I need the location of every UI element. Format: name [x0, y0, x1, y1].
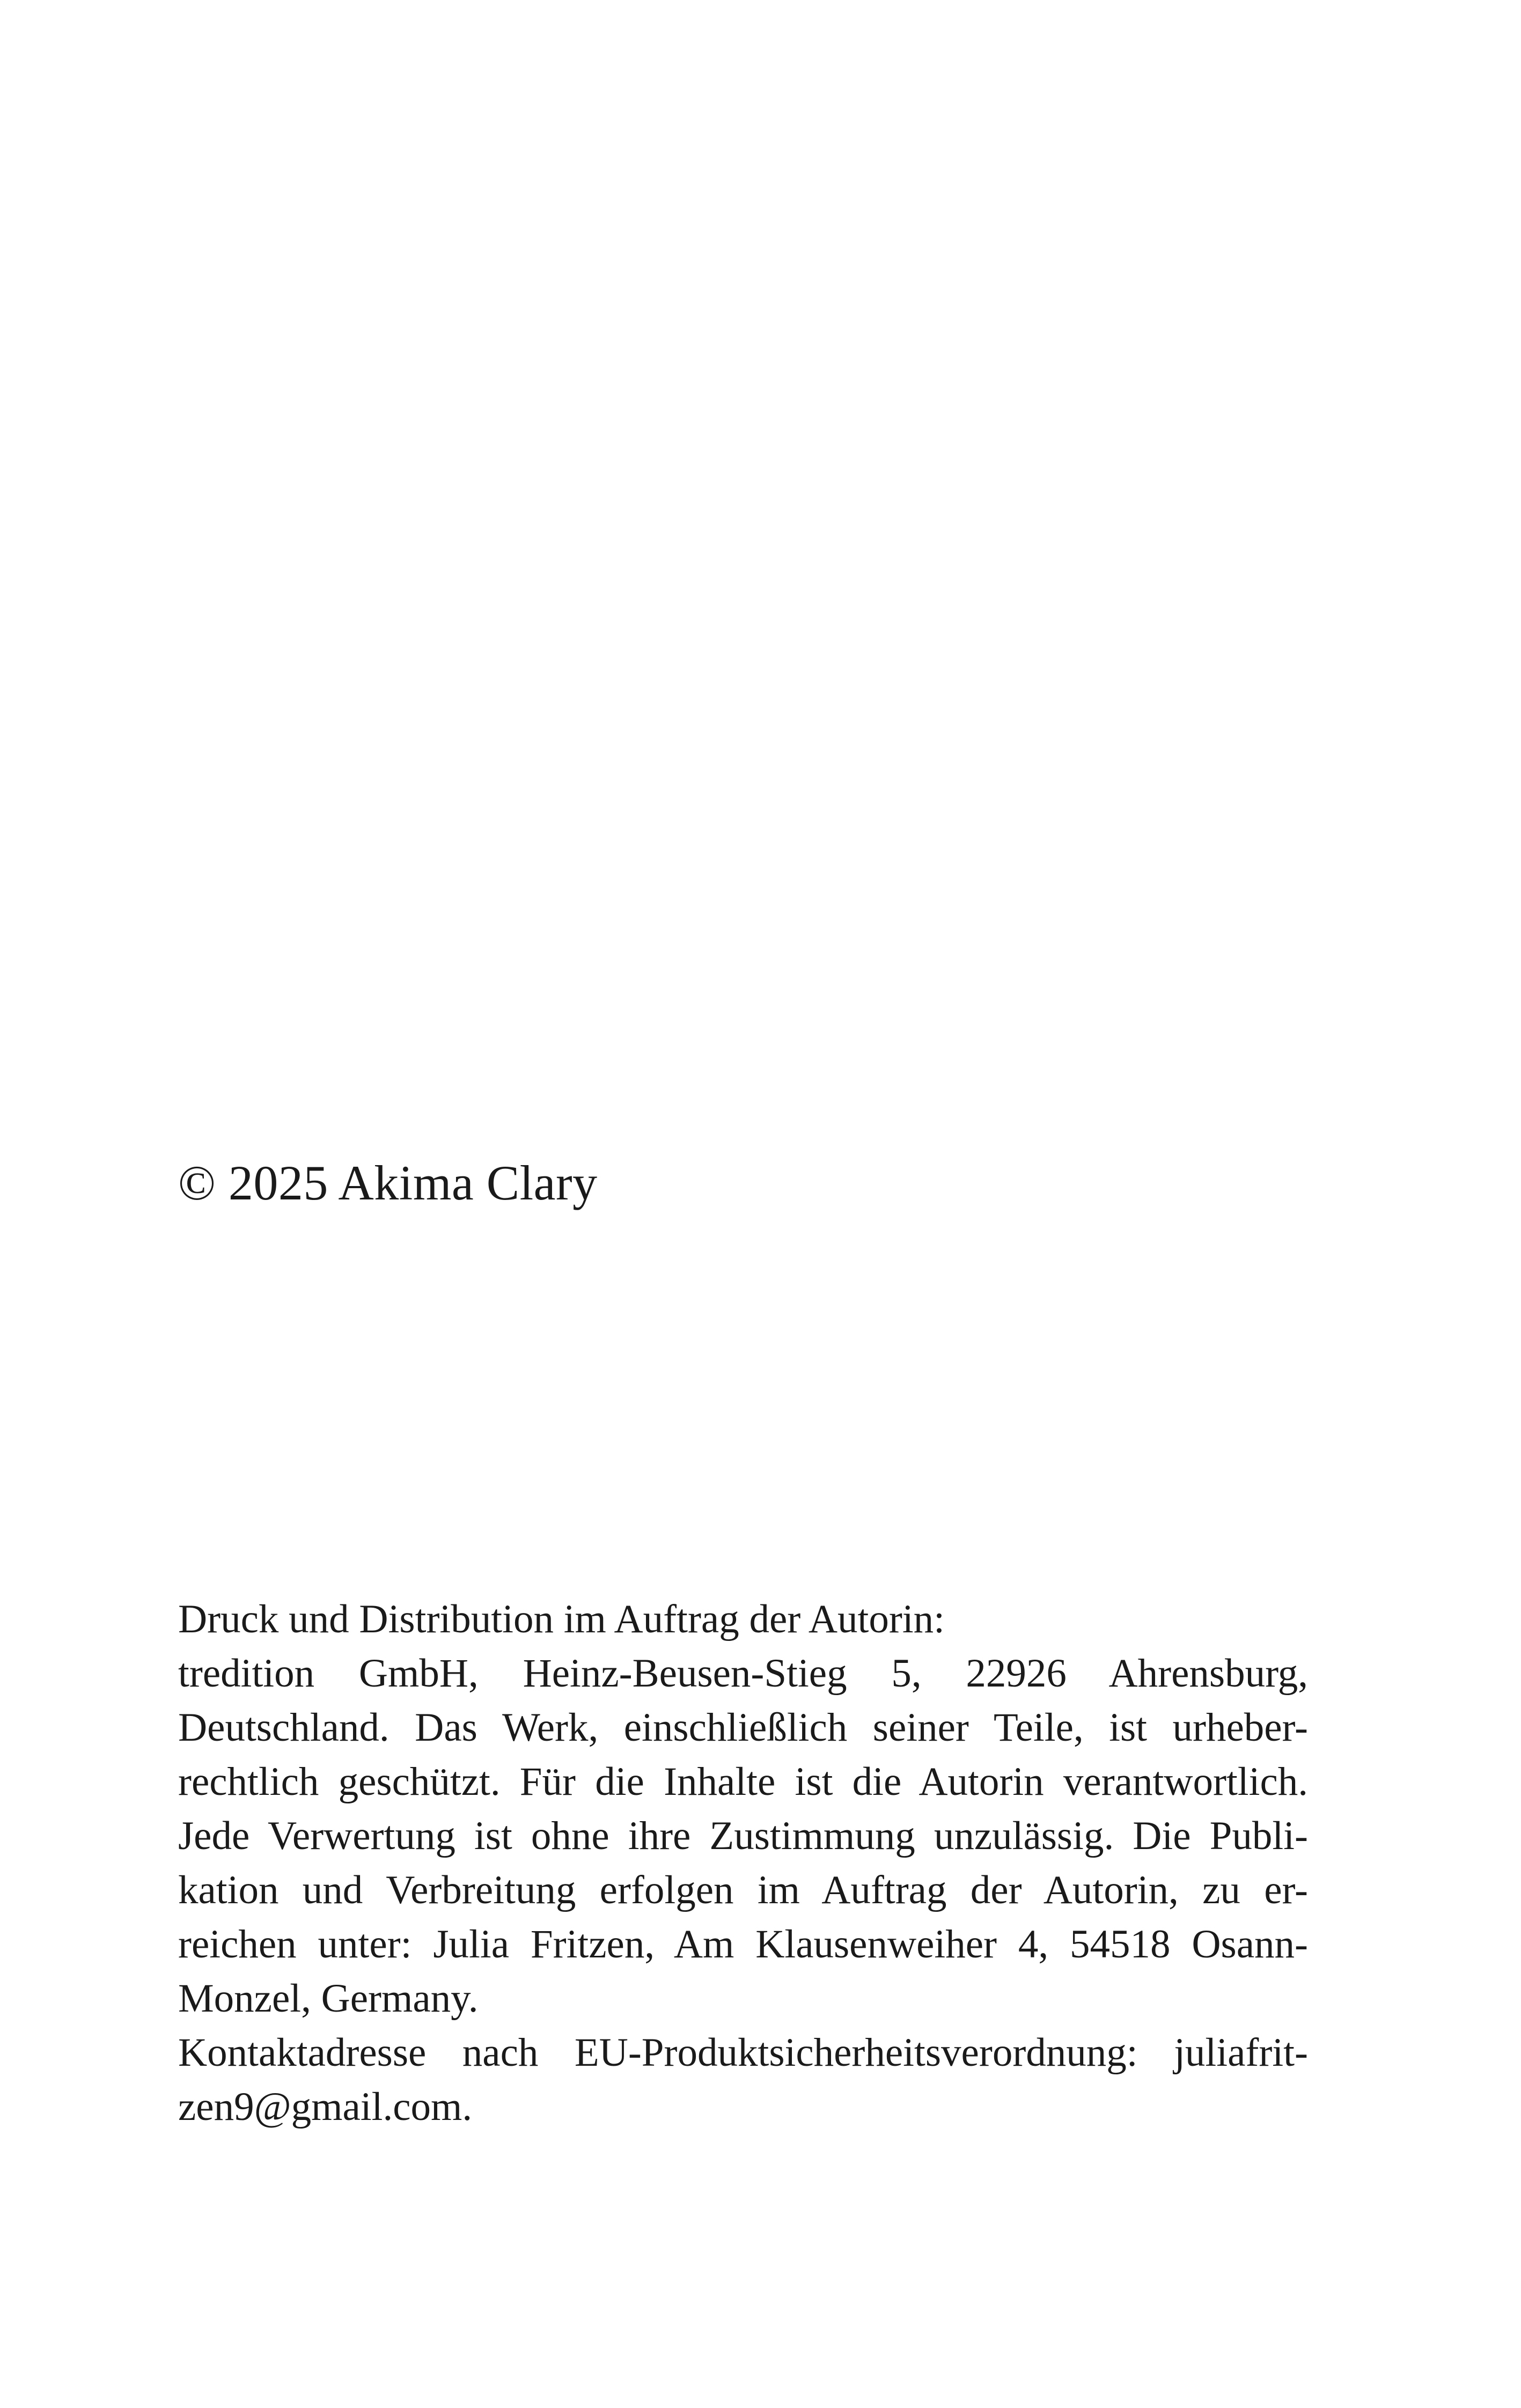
imprint-line: rechtlich geschützt. Für die Inhalte ist die Autorin verantwortlich.: [178, 1759, 1308, 1804]
imprint-block: [178, 1592, 1308, 2134]
imprint-line: Monzel, Germany.: [178, 1976, 479, 2021]
copyright-notice: © 2025 Akima Clary: [178, 1155, 598, 1210]
imprint-line: Jede Verwertung ist ohne ihre Zustimmung unzulässig. Die Publi-: [178, 1814, 1308, 1858]
imprint-line: reichen unter: Julia Fritzen, Am Klausenweiher 4, 54518 Osann-: [178, 1922, 1308, 1967]
imprint-line: Druck und Distribution im Auftrag der Autorin:: [178, 1597, 945, 1641]
imprint-line: zen9@gmail.com.: [178, 2085, 473, 2129]
imprint-line: Deutschland. Das Werk, einschließlich seiner Teile, ist urheber-: [178, 1705, 1308, 1750]
imprint-line: Kontaktadresse nach EU-Produktsicherheitsverordnung: juliafrit-: [178, 2030, 1308, 2075]
imprint-line: tredition GmbH, Heinz-Beusen-Stieg 5, 22926 Ahrensburg,: [178, 1651, 1308, 1696]
imprint-line: kation und Verbreitung erfolgen im Auftrag der Autorin, zu er-: [178, 1868, 1308, 1912]
